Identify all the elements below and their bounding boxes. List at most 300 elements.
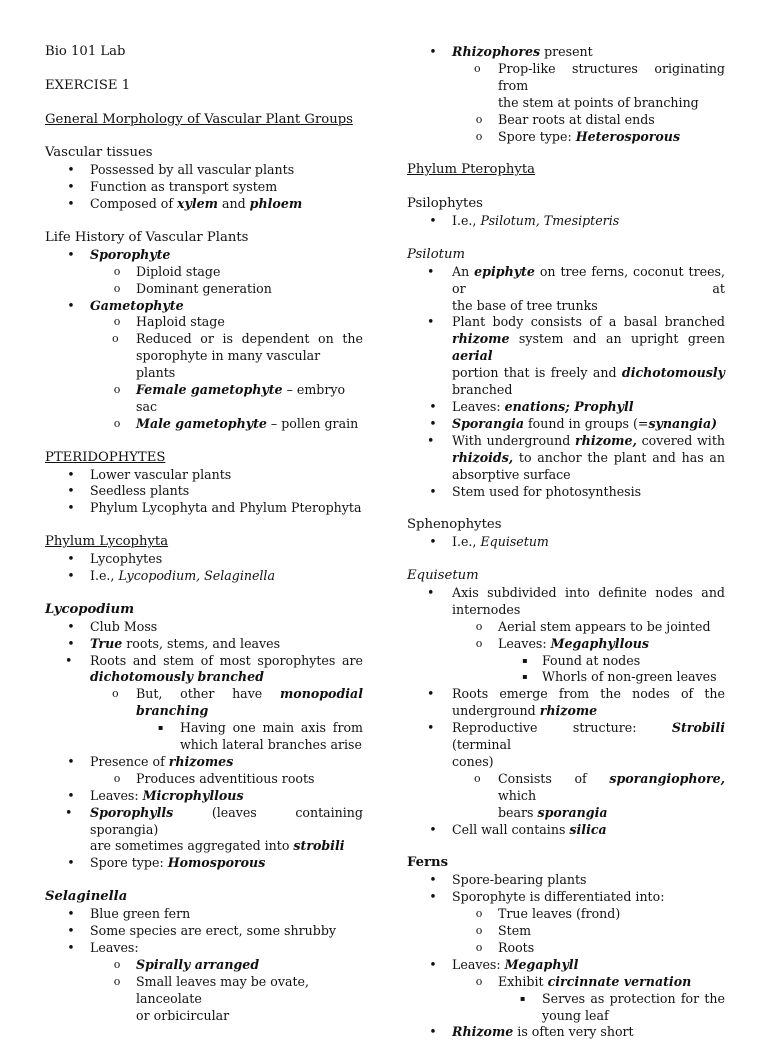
bullet-icon: •	[67, 939, 75, 955]
blank-line	[45, 95, 363, 112]
text-run: which	[498, 787, 537, 803]
text-run: Selaginella	[45, 889, 128, 905]
bullet-icon: ▪	[522, 655, 528, 665]
text-run: Leaves:	[452, 956, 505, 972]
text-run: Vascular tissues	[45, 145, 153, 161]
bullet-icon: •	[427, 432, 435, 448]
text-run: Phylum Lycophyta	[45, 534, 169, 550]
text-run: I.e.,	[452, 213, 481, 229]
bullet-icon: ▪	[158, 723, 164, 733]
text-run: Presence of	[90, 753, 169, 769]
list-item	[407, 636, 725, 653]
text-run: rhizomes	[168, 753, 234, 769]
list-item	[45, 416, 363, 433]
list-item-continuation	[45, 348, 363, 382]
list-item-continuation	[407, 602, 725, 619]
text-run: Megaphyll	[504, 956, 579, 972]
list-item	[45, 788, 363, 805]
bullet-icon: •	[429, 821, 437, 837]
section-heading	[407, 162, 725, 179]
bullet-icon: •	[429, 44, 437, 59]
text-run: rhizoids,	[452, 449, 514, 465]
list-item	[45, 923, 363, 940]
bullet-icon: •	[67, 297, 75, 313]
text-run: branched	[452, 382, 513, 398]
blank-line	[45, 517, 363, 534]
list-item	[407, 720, 725, 754]
text-run: on tree ferns, coconut trees, or at	[452, 263, 725, 296]
text-run: Found at nodes	[542, 652, 641, 668]
text-run: portion that is freely and	[452, 365, 622, 381]
section-heading	[45, 230, 363, 247]
blank-line	[45, 433, 363, 450]
text-run: General Morphology of Vascular Plant Groups	[45, 111, 353, 127]
list-item	[45, 619, 363, 636]
list-item	[45, 754, 363, 771]
text-run: phloem	[249, 196, 303, 212]
text-run: True leaves (frond)	[498, 906, 621, 922]
section-heading	[45, 78, 363, 95]
bullet-icon: o	[113, 771, 121, 785]
blank-line	[45, 872, 363, 889]
list-item	[407, 669, 725, 686]
bullet-icon: •	[67, 906, 75, 922]
text-run: Cell wall contains	[452, 821, 570, 837]
list-item	[45, 974, 363, 1008]
list-item-continuation	[45, 1008, 363, 1025]
bullet-icon: •	[65, 652, 73, 668]
text-run: Sphenophytes	[407, 517, 502, 533]
list-item	[45, 636, 363, 653]
text-run: True	[90, 635, 123, 651]
list-item	[45, 179, 363, 196]
blank-line	[407, 551, 725, 568]
text-run: sporophyte in many vascular plants	[136, 348, 321, 381]
bullet-icon: •	[429, 415, 437, 431]
blank-line	[45, 61, 363, 78]
bullet-icon: •	[67, 466, 75, 482]
list-item	[45, 483, 363, 500]
blank-line	[407, 230, 725, 247]
list-item	[407, 872, 725, 889]
text-run: Roots	[498, 939, 535, 955]
text-run: found in groups (=	[524, 415, 649, 431]
section-heading	[407, 568, 725, 585]
list-item	[407, 314, 725, 331]
text-run: underground	[452, 703, 540, 719]
list-item	[45, 957, 363, 974]
text-run: EXERCISE 1	[45, 77, 131, 93]
text-run: – pollen grain	[266, 415, 359, 431]
text-run: Bear roots at distal ends	[498, 111, 655, 127]
list-item	[45, 382, 363, 416]
list-item	[45, 940, 363, 957]
right-column	[407, 44, 725, 1041]
list-item	[407, 44, 725, 61]
text-run: rhizome	[539, 703, 598, 719]
text-run: Consists of	[498, 770, 610, 786]
text-run: Possessed by all vascular plants	[90, 162, 295, 178]
list-item	[407, 923, 725, 940]
text-run: Lycopodium	[45, 601, 135, 617]
text-run: Axis subdivided into definite nodes and	[452, 584, 725, 600]
text-run: Leaves:	[90, 939, 139, 955]
list-item	[407, 906, 725, 923]
text-run: Female gametophyte	[136, 382, 283, 398]
text-run: Lycophytes	[90, 551, 163, 567]
list-item-continuation	[407, 365, 725, 382]
list-item-continuation	[45, 838, 363, 855]
left-column	[45, 44, 363, 1024]
bullet-icon: •	[427, 686, 435, 702]
list-item	[407, 974, 725, 991]
text-run: Seedless plants	[90, 483, 190, 499]
text-run: Aerial stem appears to be jointed	[498, 618, 711, 634]
bullet-icon: •	[67, 500, 75, 516]
section-heading	[407, 196, 725, 213]
section-heading	[45, 145, 363, 162]
bullet-icon: •	[65, 804, 73, 820]
bullet-icon: o	[475, 619, 483, 633]
list-item	[45, 906, 363, 923]
bullet-icon: •	[429, 889, 437, 905]
list-item-continuation	[407, 331, 725, 365]
text-run: silica	[569, 821, 607, 837]
text-run: Sporangia	[452, 415, 525, 431]
text-run: cones)	[452, 753, 494, 769]
list-item-continuation	[407, 450, 725, 467]
text-run: Whorls of non-green leaves	[542, 669, 717, 685]
list-item	[45, 162, 363, 179]
blank-line	[407, 179, 725, 196]
text-run: Blue green fern	[90, 906, 191, 922]
text-run: to anchor the plant and has an	[513, 449, 725, 465]
list-item	[407, 771, 725, 805]
text-run: Life History of Vascular Plants	[45, 229, 249, 245]
section-heading	[45, 450, 363, 467]
list-item	[45, 281, 363, 298]
list-item	[407, 129, 725, 146]
text-run: present	[540, 44, 593, 59]
text-run: Sporophyte is differentiated into:	[452, 889, 665, 905]
bullet-icon: ▪	[522, 672, 528, 682]
list-item-continuation	[407, 382, 725, 399]
text-run: Diploid stage	[136, 263, 221, 279]
text-run: covered with	[636, 432, 725, 448]
bullet-icon: •	[427, 263, 435, 279]
bullet-icon: o	[475, 636, 483, 650]
list-item	[407, 213, 725, 230]
list-item-continuation	[407, 703, 725, 720]
bullet-icon: •	[67, 923, 75, 938]
text-run: (terminal	[452, 737, 512, 753]
list-item	[45, 196, 363, 213]
blank-line	[45, 213, 363, 230]
list-item	[407, 433, 725, 450]
text-run: Ferns	[407, 855, 448, 871]
text-run: Roots and stem of most sporophytes are	[90, 652, 363, 668]
text-run: Sporophylls	[90, 804, 174, 820]
bullet-icon: •	[429, 956, 437, 972]
text-run: Spore type:	[90, 855, 168, 871]
text-run: the base of tree trunks	[452, 297, 598, 313]
bullet-icon: o	[475, 924, 483, 938]
list-item-continuation	[407, 754, 725, 771]
text-run: Reproductive structure:	[452, 720, 672, 736]
list-item	[45, 551, 363, 568]
section-heading	[45, 602, 363, 619]
bullet-icon: •	[67, 568, 75, 583]
text-run: xylem	[177, 196, 218, 212]
text-run: dichotomously	[621, 365, 725, 381]
text-run: Rhizophores	[452, 44, 541, 59]
text-run: Spirally arranged	[136, 956, 260, 972]
list-item	[45, 568, 363, 585]
blank-line	[45, 129, 363, 146]
bullet-icon: •	[67, 483, 75, 499]
section-heading	[407, 517, 725, 534]
list-item	[45, 247, 363, 264]
text-run: – embryo sac	[136, 382, 346, 414]
section-heading	[45, 44, 363, 61]
text-run: Psilophytes	[407, 196, 483, 212]
text-run: Phylum Lycophyta and Phylum Pterophyta	[90, 500, 362, 516]
bullet-icon: •	[429, 398, 437, 414]
bullet-icon: o	[112, 687, 119, 701]
text-run: Having one main axis from	[180, 720, 363, 736]
bullet-icon: •	[67, 635, 75, 651]
text-run: dichotomously branched	[90, 669, 264, 685]
text-run: Microphyllous	[142, 787, 244, 803]
text-run: which lateral branches arise	[180, 737, 362, 753]
bullet-icon: o	[113, 974, 121, 988]
text-run: Some species are erect, some shrubby	[90, 923, 337, 938]
bullet-icon: o	[113, 315, 121, 329]
list-item	[407, 484, 725, 501]
text-run: epiphyte	[474, 263, 535, 279]
blank-line	[407, 145, 725, 162]
list-item	[45, 805, 363, 839]
list-item-continuation	[407, 95, 725, 112]
text-run: I.e.,	[90, 568, 119, 583]
bullet-icon: o	[475, 974, 483, 988]
text-run: Psilotum, Tmesipteris	[480, 213, 620, 229]
text-run: is often very short	[513, 1024, 634, 1040]
text-run: circinnate vernation	[547, 973, 692, 989]
text-run: Haploid stage	[136, 314, 225, 330]
bullet-icon: •	[429, 483, 437, 499]
bullet-icon: o	[474, 771, 481, 785]
list-item	[407, 940, 725, 957]
bullet-icon: o	[475, 112, 483, 126]
blank-line	[407, 839, 725, 856]
bullet-icon: •	[67, 855, 75, 871]
section-heading	[45, 889, 363, 906]
bullet-icon: o	[112, 332, 119, 346]
bullet-icon: o	[113, 281, 121, 295]
text-run: Leaves:	[90, 787, 143, 803]
section-heading	[407, 247, 725, 264]
list-item-continuation	[407, 805, 725, 822]
section-heading	[45, 112, 363, 129]
text-run: synangia)	[648, 415, 718, 431]
text-run: Leaves:	[498, 635, 551, 651]
list-item-continuation	[407, 1008, 725, 1025]
list-item	[407, 889, 725, 906]
text-run: Sporophyte	[90, 246, 171, 262]
list-item	[407, 399, 725, 416]
bullet-icon: •	[427, 584, 435, 600]
bullet-icon: •	[429, 872, 437, 888]
list-item	[407, 619, 725, 636]
text-run: With underground	[452, 432, 576, 448]
bullet-icon: •	[429, 534, 437, 550]
text-run: Equisetum	[407, 568, 479, 584]
bullet-icon: o	[113, 957, 121, 971]
text-run: roots, stems, and leaves	[122, 635, 281, 651]
list-item-continuation	[45, 737, 363, 754]
text-run: Homosporous	[167, 855, 266, 871]
list-item	[407, 991, 725, 1008]
list-item	[45, 720, 363, 737]
list-item	[407, 416, 725, 433]
list-item	[45, 314, 363, 331]
text-run: Dominant generation	[136, 280, 272, 296]
bullet-icon: o	[475, 940, 483, 954]
list-item	[407, 1024, 725, 1041]
list-item	[45, 264, 363, 281]
text-run: rhizome,	[575, 432, 637, 448]
text-run: monopodial	[279, 686, 363, 702]
text-run: Rhizome	[452, 1024, 514, 1040]
text-run: bears	[498, 804, 538, 820]
text-run: sporangiophore,	[609, 770, 725, 786]
list-item-continuation	[45, 669, 363, 686]
text-run: Spore-bearing plants	[452, 872, 587, 888]
text-run: are sometimes aggregated into	[90, 838, 294, 854]
text-run: system and an upright green	[509, 331, 725, 347]
text-run: Club Moss	[90, 618, 158, 634]
bullet-icon: •	[67, 179, 75, 195]
list-item	[45, 467, 363, 484]
text-run: and	[217, 196, 250, 212]
bullet-icon: •	[67, 196, 75, 212]
text-run: Phylum Pterophyta	[407, 162, 535, 178]
text-run: I.e.,	[452, 534, 481, 550]
bullet-icon: o	[474, 61, 481, 75]
list-item	[407, 822, 725, 839]
text-run: strobili	[293, 838, 345, 854]
bullet-icon: •	[429, 1024, 437, 1040]
list-item	[407, 61, 725, 95]
bullet-icon: •	[67, 787, 75, 803]
blank-line	[45, 585, 363, 602]
list-item	[45, 686, 363, 703]
list-item	[45, 653, 363, 670]
text-run: Stem	[498, 923, 532, 939]
text-run: Equisetum	[480, 534, 549, 550]
text-run: branching	[136, 703, 209, 719]
section-heading	[45, 534, 363, 551]
text-run: Reduced or is dependent on the	[136, 331, 363, 347]
list-item	[407, 653, 725, 670]
text-run: absorptive surface	[452, 466, 571, 482]
bullet-icon: •	[67, 162, 75, 178]
section-heading	[407, 855, 725, 872]
bullet-icon: o	[475, 129, 483, 143]
text-run: Male gametophyte	[136, 415, 267, 431]
list-item	[45, 855, 363, 872]
list-item	[45, 331, 363, 348]
text-run: rhizome	[452, 331, 510, 347]
bullet-icon: •	[427, 314, 435, 330]
list-item	[45, 500, 363, 517]
list-item	[407, 264, 725, 298]
text-run: Produces adventitious roots	[136, 770, 315, 786]
bullet-icon: •	[429, 213, 437, 229]
list-item-continuation	[407, 467, 725, 484]
list-item	[407, 686, 725, 703]
list-item	[407, 534, 725, 551]
text-run: (leaves containing sporangia)	[90, 804, 363, 837]
list-item	[407, 957, 725, 974]
text-run: Roots emerge from the nodes of the	[452, 686, 725, 702]
blank-line	[407, 500, 725, 517]
text-run: Exhibit	[498, 973, 548, 989]
text-run: enations; Prophyll	[504, 398, 634, 414]
list-item	[45, 771, 363, 788]
text-run: the stem at points of branching	[498, 94, 699, 110]
text-run: Bio 101 Lab	[45, 44, 126, 59]
text-run: Small leaves may be ovate, lanceolate	[136, 973, 309, 1006]
text-run: Lower vascular plants	[90, 466, 232, 482]
bullet-icon: •	[67, 618, 75, 634]
text-run: Function as transport system	[90, 179, 278, 195]
text-run: young leaf	[542, 1007, 609, 1023]
text-run: aerial	[452, 348, 493, 364]
text-run: Lycopodium, Selaginella	[118, 568, 275, 583]
text-run: Stem used for photosynthesis	[452, 483, 642, 499]
list-item	[45, 298, 363, 315]
list-item	[407, 112, 725, 129]
bullet-icon: •	[427, 720, 435, 736]
bullet-icon: •	[67, 753, 75, 769]
text-run: Spore type:	[498, 128, 576, 144]
text-run: Prop-like structures originating from	[498, 60, 725, 93]
text-run: internodes	[452, 601, 521, 617]
list-item-continuation	[45, 703, 363, 720]
text-run: Psilotum	[407, 246, 465, 262]
text-run: Leaves:	[452, 398, 505, 414]
text-run: PTERIDOPHYTES	[45, 449, 166, 465]
bullet-icon: o	[113, 264, 121, 278]
bullet-icon: •	[67, 551, 75, 567]
list-item-continuation	[407, 298, 725, 315]
text-run: An	[452, 263, 475, 279]
text-run: Strobili	[671, 720, 725, 736]
bullet-icon: ▪	[520, 993, 526, 1003]
text-run: Composed of	[90, 196, 178, 212]
text-run: Heterosporous	[575, 128, 681, 144]
bullet-icon: •	[67, 246, 75, 262]
bullet-icon: o	[113, 416, 121, 430]
list-item	[407, 585, 725, 602]
text-run: Gametophyte	[90, 297, 184, 313]
text-run: Megaphyllous	[550, 635, 650, 651]
text-run: But, other have	[136, 686, 280, 702]
bullet-icon: o	[475, 907, 483, 921]
text-run: sporangia	[537, 804, 608, 820]
